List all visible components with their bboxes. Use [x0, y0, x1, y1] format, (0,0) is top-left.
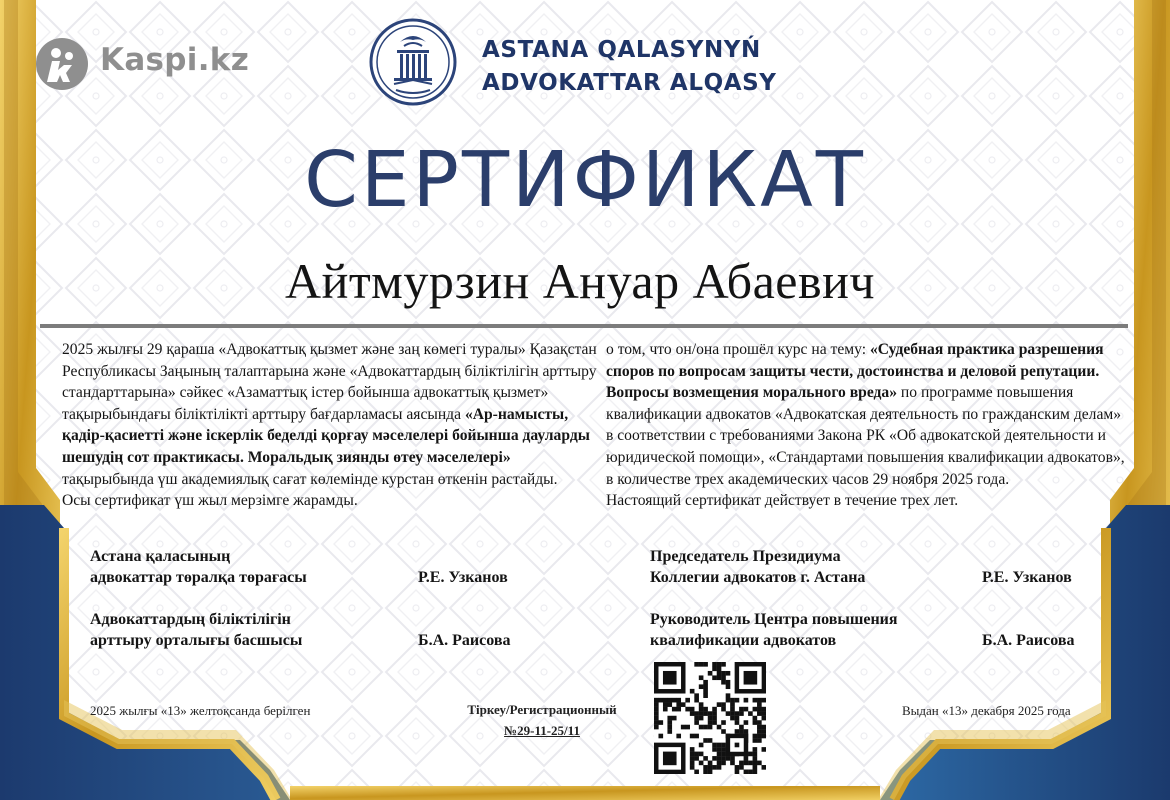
kz-signatory2-role — [90, 609, 302, 651]
kazakh-text-block — [62, 339, 602, 512]
issued-date-kz: 2025 жылғы «13» желтоқсанда берілген — [90, 703, 311, 718]
divider — [40, 324, 1128, 328]
kazakh-text-post: тақырыбында үш академиялық сағат көлемінде курстан өткенін растайды. — [62, 470, 558, 488]
kz-signatory1-role-line2: адвокаттар төралқа төрағасы — [90, 569, 307, 586]
kazakh-paragraph — [62, 339, 602, 490]
bar-association-emblem-icon — [364, 16, 462, 108]
ru-signatory1-role — [650, 546, 865, 588]
kz-signatory2-role-line2: арттыру орталығы басшысы — [90, 632, 303, 649]
ru-signatory2-role-line2: квалификации адвокатов — [650, 632, 837, 649]
registration-label: Тіркеу/Регистрационный — [467, 702, 617, 717]
registration-number: №29-11-25/11 — [504, 723, 580, 738]
kz-signatory1-name: Р.Е. Узканов — [418, 569, 508, 586]
org-name-line2: ADVOKATTAR ALQASY — [482, 70, 777, 96]
kazakh-validity: Осы сертификат үш жыл мерзімге жарамды. — [62, 492, 358, 510]
russian-text-pre: о том, что он/она прошёл курс на тему: — [606, 341, 870, 358]
kz-signatory1-role-line1: Астана қаласының — [90, 548, 231, 565]
kazakh-text-pre: 2025 жылғы 29 қараша «Адвокаттық қызмет және заң көмегі туралы» Қазақстан Республикасы Заңының талаптарына және «Адвокаттардың біліктілігін арттыру стандарттарына» сәйкес «Азаматтық істер бойынша адвокаттық қызмет» тақырыбындағы біліктілікті арттыру бағдарламасы аясында — [62, 341, 597, 423]
russian-paragraph — [606, 339, 1126, 490]
qr-code[interactable] — [654, 662, 766, 774]
issued-date-ru: Выдан «13» декабря 2025 года — [902, 703, 1071, 718]
kz-signatory2-name: Б.А. Раисова — [418, 632, 511, 649]
ru-signatory1-role-line1: Председатель Президиума — [650, 548, 841, 565]
russian-validity: Настоящий сертификат действует в течение трех лет. — [606, 492, 959, 510]
russian-text-post: по программе повышения квалификации адвокатов «Адвокатская деятельность по гражданским делам» в соответствии с требованиями Закона РК «Об адвокатской деятельности и юридической помощи», «Стандартами повышения квалификации адвокатов», в количестве трех академических часов 29 ноября 2025 года. — [606, 384, 1125, 488]
kz-signatory2-role-line1: Адвокаттардың біліктілігін — [90, 611, 291, 628]
registration-block — [452, 702, 632, 739]
ru-signatory2-name: Б.А. Раисова — [982, 632, 1075, 649]
org-name-line1: ASTANA QALASYNYŃ — [482, 37, 761, 63]
kaspi-wordmark: Kaspi.kz — [100, 42, 250, 78]
recipient-name: Айтмурзин Ануар Абаевич — [284, 253, 876, 309]
ru-signatory2-role — [650, 609, 898, 651]
kazakh-course-title: «Ар-намысты, қадір-қасиетті және іскерлік беделді қорғау мәселелері бойынша дауларды шешудің сот практикасы. Моральдық зиянды өтеу мәселелері» — [62, 405, 590, 466]
russian-text-block — [606, 339, 1126, 512]
ru-signatory1-name: Р.Е. Узканов — [982, 569, 1072, 586]
russian-course-title: «Судебная практика разрешения споров по вопросам защиты чести, достоинства и деловой репутации. Вопросы возмещения морального вреда» — [606, 341, 1104, 402]
ru-signatory2-role-line1: Руководитель Центра повышения — [650, 611, 898, 628]
kaspi-logo-icon — [36, 38, 88, 90]
kz-signatory1-role — [90, 546, 307, 588]
ru-signatory1-role-line2: Коллегии адвокатов г. Астана — [650, 569, 866, 586]
certificate-title: СЕРТИФИКАТ — [304, 136, 866, 225]
